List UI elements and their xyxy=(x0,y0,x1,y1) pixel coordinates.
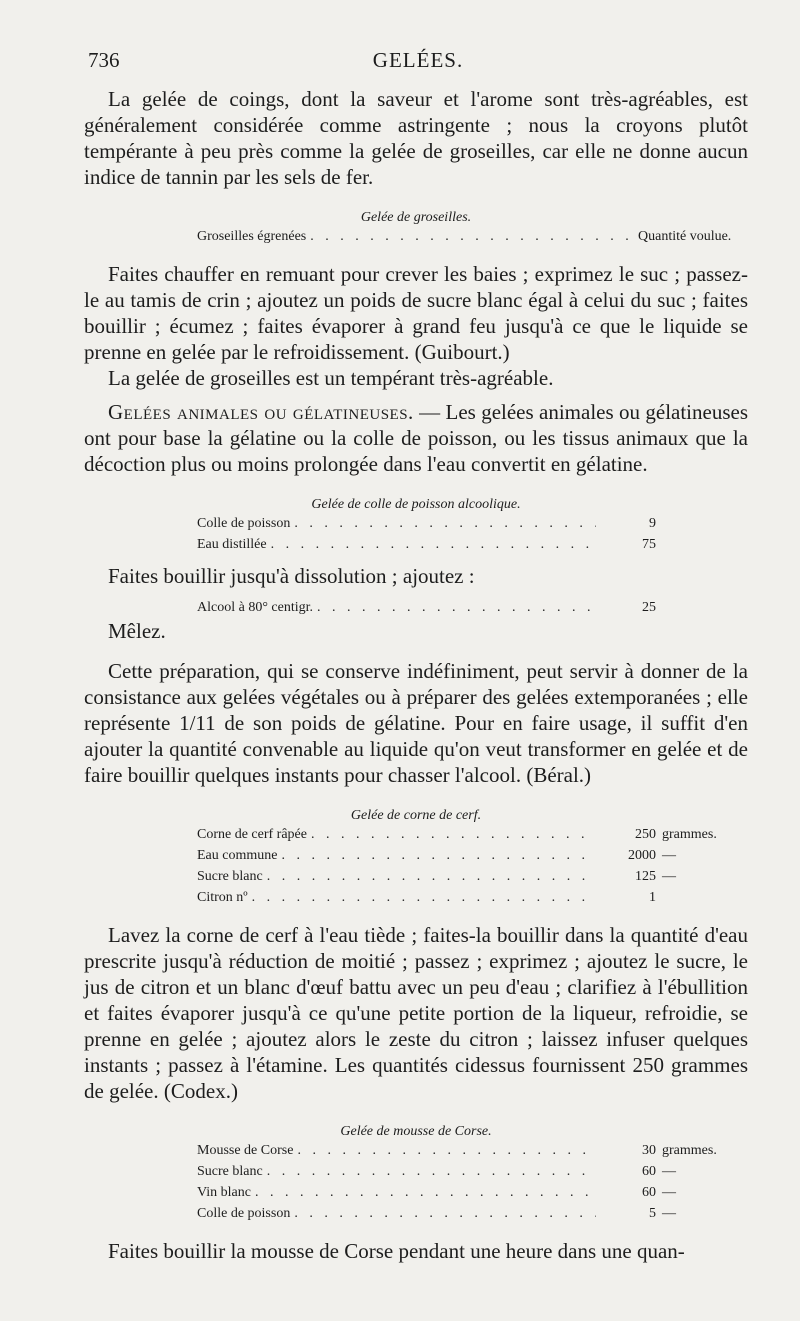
leader-dots xyxy=(294,513,596,534)
ingredient-quantity: Quantité voulue. xyxy=(638,229,732,244)
paragraph-mousse-corse-method: Faites bouillir la mousse de Corse pendant une heure dans une quan- xyxy=(108,1239,685,1263)
paragraph-corne-cerf-method: Lavez la corne de cerf à l'eau tiède ; faites-la bouillir dans la quantité d'eau prescrite jusqu'à réduction de moitié ; passez ; exprimez ; ajoutez le sucre, le jus de citron et un blanc d'œuf battu avec un peu d'eau ; clarifiez à l'ébullition et faites évaporer jusqu'à ce qu'une petite portion de la liqueur, refroidie, se prenne en gelée ; ajoutez alors le zeste du citron ; laissez infuser quelques instants ; passez à l'étamine. Les quantités cidessus fournissent 250 grammes de gelée. (Codex.) xyxy=(84,923,748,1103)
leader-dots xyxy=(310,226,634,247)
section-text: — Les gelées animales ou gélatineuses ont pour base la gélatine ou la colle de poisson, ou les tissus animaux que la décoction plus ou moins prolongée dans l'eau convertit en gélatine. xyxy=(84,400,749,476)
leader-dots xyxy=(311,824,596,845)
recipe-groseilles xyxy=(197,226,738,247)
ingredient-unit: — xyxy=(662,869,676,884)
section-lead: Gelées animales ou gélatineuses. xyxy=(108,400,414,424)
ingredient-name: Mousse de Corse xyxy=(197,1143,294,1158)
ingredient-name: Colle de poisson xyxy=(197,1206,291,1221)
ingredient-quantity: 9 xyxy=(649,516,656,531)
recipe-alcool xyxy=(197,597,738,618)
ingredient-row xyxy=(197,226,738,247)
ingredient-unit: — xyxy=(662,1206,676,1221)
ingredient-quantity: 250 xyxy=(635,827,656,842)
ingredient-row xyxy=(197,1140,738,1161)
ingredient-quantity: 30 xyxy=(642,1143,656,1158)
paragraph-melez: Mêlez. xyxy=(108,619,166,643)
ingredient-quantity: 25 xyxy=(642,600,656,615)
recipe-heading-corne-cerf: Gelée de corne de cerf. xyxy=(350,808,482,823)
paragraph-groseilles-note: La gelée de groseilles est un tempérant très-agréable. xyxy=(108,366,554,390)
ingredient-quantity: 60 xyxy=(642,1185,656,1200)
ingredient-name: Citron nº xyxy=(197,890,248,905)
ingredient-name: Colle de poisson xyxy=(197,516,291,531)
ingredient-unit: — xyxy=(662,848,676,863)
page-body xyxy=(84,86,748,1264)
ingredient-quantity: 60 xyxy=(642,1164,656,1179)
ingredient-row xyxy=(197,845,738,866)
ingredient-row xyxy=(197,1182,738,1203)
recipe-heading-colle-poisson: Gelée de colle de poisson alcoolique. xyxy=(311,497,521,512)
leader-dots xyxy=(271,534,596,555)
ingredient-name: Eau commune xyxy=(197,848,278,863)
ingredient-row xyxy=(197,887,738,908)
ingredient-name: Alcool à 80° centigr. xyxy=(197,600,314,615)
running-header xyxy=(88,48,748,78)
ingredient-row xyxy=(197,597,738,618)
ingredient-row xyxy=(197,824,738,845)
recipe-colle-poisson xyxy=(197,513,738,555)
leader-dots xyxy=(281,845,596,866)
ingredient-name: Sucre blanc xyxy=(197,1164,263,1179)
ingredient-row xyxy=(197,1203,738,1224)
leader-dots xyxy=(252,887,596,908)
ingredient-quantity: 5 xyxy=(649,1206,656,1221)
ingredient-quantity: 75 xyxy=(642,537,656,552)
leader-dots xyxy=(267,1161,596,1182)
ingredient-unit: grammes. xyxy=(662,827,717,842)
recipe-heading-groseilles: Gelée de groseilles. xyxy=(360,210,472,225)
ingredient-row xyxy=(197,513,738,534)
leader-dots xyxy=(294,1203,596,1224)
ingredient-name: Eau distillée xyxy=(197,537,267,552)
ingredient-name: Sucre blanc xyxy=(197,869,263,884)
paragraph-groseilles-method: Faites chauffer en remuant pour crever les baies ; exprimez le suc ; passez-le au tamis de crin ; ajoutez un poids de sucre blanc égal à celui du suc ; faites bouillir ; écumez ; faites évaporer à grand feu jusqu'à ce que le liquide se prenne en gelée par le refroidissement. (Guibourt.) xyxy=(84,262,748,364)
leader-dots xyxy=(317,597,596,618)
ingredient-quantity: 2000 xyxy=(628,848,656,863)
recipe-heading-mousse-corse: Gelée de mousse de Corse. xyxy=(340,1124,492,1139)
ingredient-name: Vin blanc xyxy=(197,1185,251,1200)
ingredient-quantity: 125 xyxy=(635,869,656,884)
page-number: 736 xyxy=(88,48,120,72)
ingredient-unit: — xyxy=(662,1185,676,1200)
ingredient-name: Corne de cerf râpée xyxy=(197,827,307,842)
paragraph-gelees-animales xyxy=(84,399,748,477)
recipe-corne-cerf xyxy=(197,824,738,908)
paragraph-coings: La gelée de coings, dont la saveur et l'arome sont très-agréables, est généralement considérée comme astringente ; nous la croyons plutôt tempérante à peu près comme la gelée de groseilles, car elle ne donne aucun indice de tannin par les sels de fer. xyxy=(84,87,748,189)
paragraph-dissolution: Faites bouillir jusqu'à dissolution ; ajoutez : xyxy=(108,564,475,588)
ingredient-unit: — xyxy=(662,1164,676,1179)
ingredient-quantity: 1 xyxy=(649,890,656,905)
ingredient-unit: grammes. xyxy=(662,1143,717,1158)
leader-dots xyxy=(297,1140,596,1161)
leader-dots xyxy=(267,866,596,887)
leader-dots xyxy=(255,1182,596,1203)
ingredient-row xyxy=(197,1161,738,1182)
ingredient-row xyxy=(197,534,738,555)
paragraph-preparation: Cette préparation, qui se conserve indéfiniment, peut servir à donner de la consistance aux gelées végétales ou à préparer des gelées extemporanées ; elle représente 1/11 de son poids de gélatine. Pour en faire usage, il suffit d'en ajouter la quantité convenable au liquide qu'on veut transformer en gelée et de faire bouillir quelques instants pour chasser l'alcool. (Béral.) xyxy=(84,659,748,787)
ingredient-name: Groseilles égrenées xyxy=(197,229,307,244)
ingredient-row xyxy=(197,866,738,887)
running-title: GELÉES. xyxy=(372,48,464,72)
recipe-mousse-corse xyxy=(197,1140,738,1224)
